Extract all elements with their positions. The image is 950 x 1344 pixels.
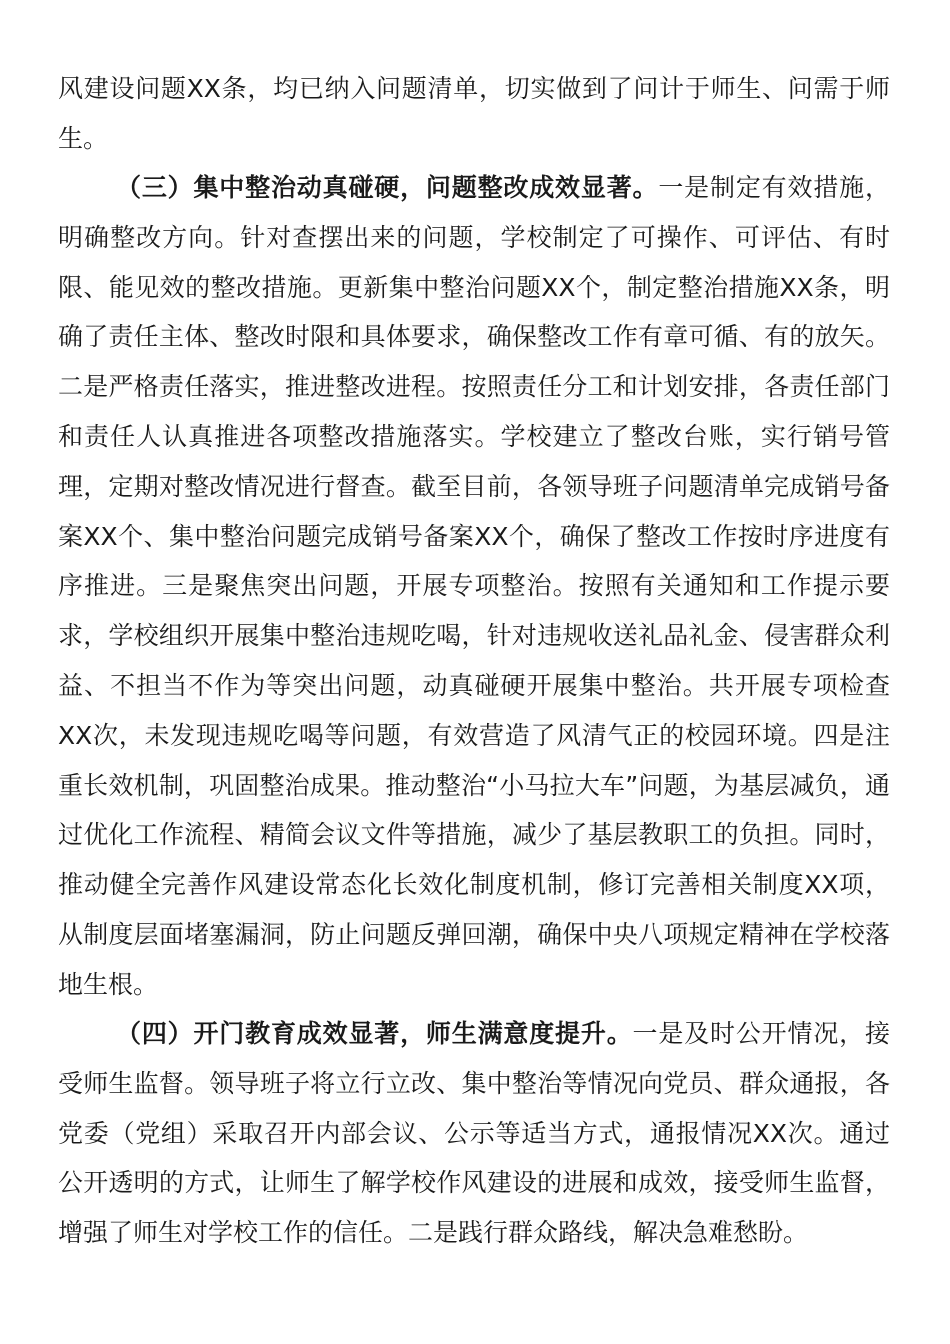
paragraph-body: 风建设问题XX条，均已纳入问题清单，切实做到了问计于师生、问需于师生。 — [58, 74, 890, 153]
paragraph-section-4 — [58, 1009, 890, 1258]
paragraph-continued — [58, 64, 890, 164]
paragraph-section-3 — [58, 163, 890, 1010]
paragraph-body: 一是及时公开情况，接受师生监督。领导班子将立行立改、集中整治等情况向党员、群众通报，各党委（党组）采取召开内部会议、公示等适当方式，通报情况XX次。通过公开透明的方式，让师生了解学校作风建设的进展和成效，接受师生监督，增强了师生对学校工作的信任。二是践行群众路线，解决急难愁盼。 — [58, 1019, 890, 1248]
section-heading: （四）开门教育成效显著，师生满意度提升。 — [116, 1019, 633, 1048]
paragraph-body: 一是制定有效措施，明确整改方向。针对查摆出来的问题，学校制定了可操作、可评估、有时限、能见效的整改措施。更新集中整治问题XX个，制定整治措施XX条，明确了责任主体、整改时限和具体要求，确保整改工作有章可循、有的放矢。二是严格责任落实，推进整改进程。按照责任分工和计划安排，各责任部门和责任人认真推进各项整改措施落实。学校建立了整改台账，实行销号管理，定期对整改情况进行督查。截至目前，各领导班子问题清单完成销号备案XX个、集中整治问题完成销号备案XX个，确保了整改工作按时序进度有序推进。三是聚焦突出问题，开展专项整治。按照有关通知和工作提示要求，学校组织开展集中整治违规吃喝，针对违规收送礼品礼金、侵害群众利益、不担当不作为等突出问题，动真碰硬开展集中整治。共开展专项检查XX次，未发现违规吃喝等问题，有效营造了风清气正的校园环境。四是注重长效机制，巩固整治成果。推动整治“小马拉大车”问题，为基层减负，通过优化工作流程、精简会议文件等措施，减少了基层教职工的负担。同时，推动健全完善作风建设常态化长效化制度机制，修订完善相关制度XX项，从制度层面堵塞漏洞，防止问题反弹回潮，确保中央八项规定精神在学校落地生根。 — [58, 173, 890, 999]
section-heading: （三）集中整治动真碰硬，问题整改成效显著。 — [116, 173, 659, 202]
